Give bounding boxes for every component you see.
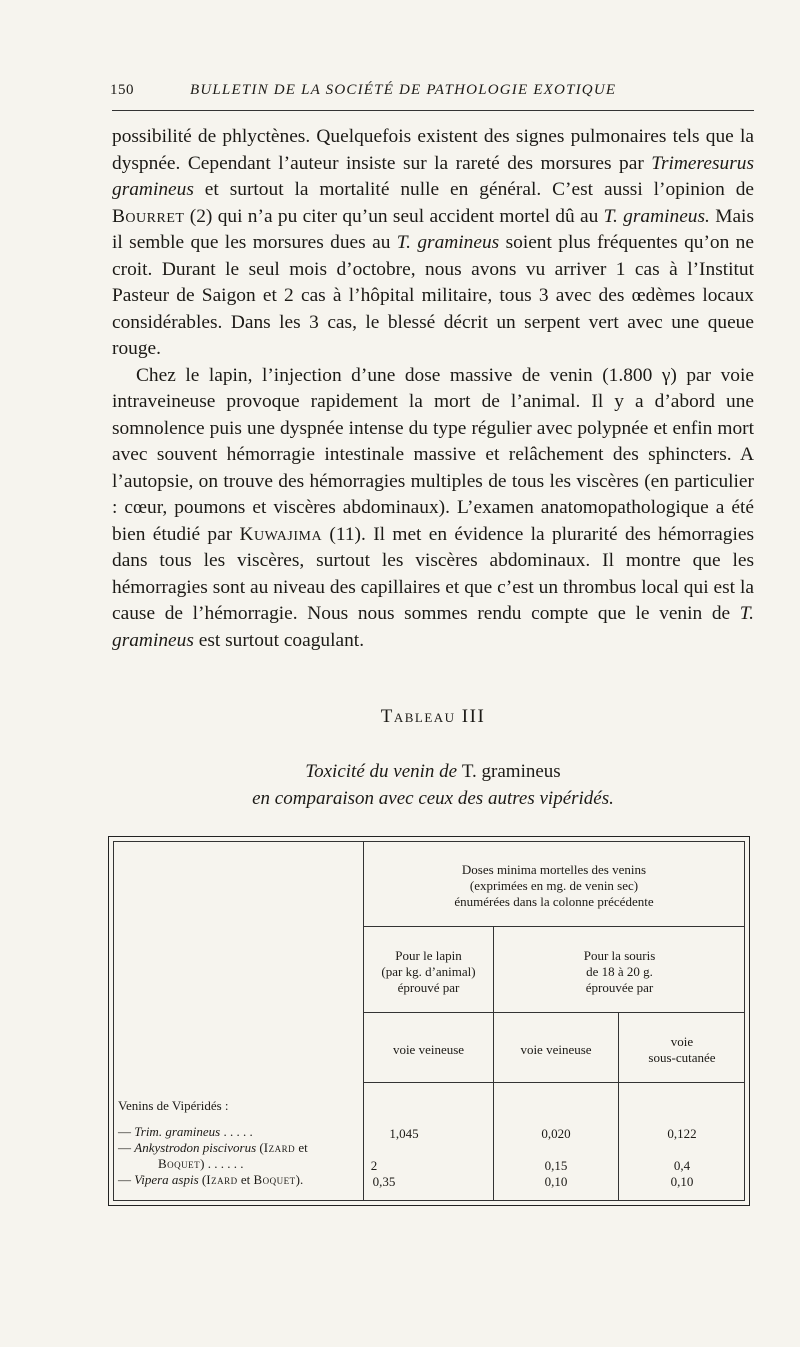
author-name: Bourret bbox=[112, 205, 185, 227]
value-cell: 2 bbox=[370, 1158, 378, 1173]
text-run: (11). Il met en évidence la plurarité des hémorragies dans tous les viscères, surtout les viscères abdominaux. Il montre que les hémorragies sont au niveau des capillaires et que c’est un thrombus local qui est la cause de l’hémorragie. Nous nous sommes rendu compte que le venin de bbox=[112, 523, 754, 624]
text-run: Chez le lapin, l’injection d’une dose massive de venin (1.800 γ) par voie intraveineuse provoque rapidement la mort de l’animal. Il y a d’abord une somnolence puis une dyspnée intense du type régulier avec polypnée et enfin mort avec souvent hémorragie intestinale massive et relâchement des sphincters. A l’autopsie, on trouve des hémorragies multiples de tous les viscères (en particulier : cœur, poumons et viscères abdominaux). L’examen anatomopathologique a été bien étudié par bbox=[112, 364, 754, 545]
header-line: énumérées dans la colonne précédente bbox=[454, 894, 654, 909]
value-cell: 0,122 bbox=[667, 1126, 697, 1141]
value-cell: 0,15 bbox=[544, 1158, 568, 1173]
data-table bbox=[108, 836, 750, 1206]
species-name: T. gramineus. bbox=[603, 205, 710, 227]
text-run: est surtout coagulant. bbox=[193, 629, 365, 651]
lapin-header bbox=[364, 948, 493, 996]
souris-header bbox=[494, 948, 745, 996]
table-title: Tableau III bbox=[380, 706, 486, 727]
row-label-trim-gramineus bbox=[118, 1124, 363, 1140]
value-cell: 0,4 bbox=[673, 1158, 691, 1173]
route-souris-sc bbox=[619, 1034, 745, 1066]
row-label-ankystrodon bbox=[118, 1140, 363, 1172]
text-run: Mais il semble que les morsures dues au bbox=[112, 205, 754, 253]
value-cell: 1,045 bbox=[389, 1126, 419, 1141]
author-name: Boquet bbox=[158, 1156, 201, 1171]
header-divider bbox=[493, 1012, 745, 1013]
value-cell: 0,10 bbox=[544, 1174, 568, 1189]
species-name: T. gramineus bbox=[112, 603, 754, 651]
author-name: Kuwajima bbox=[239, 523, 323, 545]
value-cell: 0,10 bbox=[670, 1174, 694, 1189]
paren: ) bbox=[200, 1156, 205, 1171]
paren: ( bbox=[198, 1172, 207, 1187]
paragraph-2 bbox=[112, 363, 754, 655]
doses-header bbox=[364, 862, 744, 910]
row-group-header: Venins de Vipéridés : bbox=[118, 1098, 229, 1113]
header-line: Doses minima mortelles des venins bbox=[461, 862, 647, 877]
header-divider bbox=[363, 1082, 745, 1083]
value-cell: 0,020 bbox=[541, 1126, 571, 1141]
header-line: de 18 à 20 g. bbox=[586, 964, 653, 979]
species-name: Trim. gramineus bbox=[134, 1124, 221, 1139]
header-divider bbox=[363, 926, 745, 927]
text-run: et surtout la mortalité nulle en général. C’est aussi l’opinion de bbox=[193, 179, 754, 200]
value-cell: 0,35 bbox=[372, 1174, 396, 1189]
row-label-vipera-aspis bbox=[118, 1172, 363, 1188]
author-name: Boquet bbox=[253, 1172, 296, 1187]
leader-dots: . . . . . bbox=[220, 1124, 253, 1139]
caption-line-1 bbox=[112, 758, 754, 785]
leader-dots: . . . . . . bbox=[204, 1156, 244, 1171]
author-name: Izard bbox=[206, 1172, 238, 1187]
header-line: sous-cutanée bbox=[648, 1050, 716, 1065]
route-souris-iv: voie veineuse bbox=[520, 1042, 592, 1057]
route-lapin-iv: voie veineuse bbox=[392, 1042, 465, 1057]
caption-species: T. gramineus bbox=[461, 761, 561, 782]
dash: — bbox=[118, 1140, 135, 1155]
header-line: éprouvée par bbox=[585, 980, 654, 995]
species-name: T. gramineus bbox=[396, 232, 500, 253]
header-rule bbox=[112, 110, 754, 111]
author-name: Izard bbox=[263, 1140, 296, 1155]
conjunction: et bbox=[295, 1140, 308, 1155]
page-number: 150 bbox=[110, 82, 134, 98]
species-name: Vipera aspis bbox=[134, 1172, 199, 1187]
text-run: soient plus fréquentes qu’on ne croit. Durant le seul mois d’octobre, nous avons vu arriver 1 cas à l’Institut Pasteur de Saigon et 2 cas à l’hôpital militaire, tous 3 avec des œdèmes locaux considérables. Dans les 3 cas, le blessé décrit un serpent vert avec une queue rouge. bbox=[112, 232, 754, 359]
header-line: (exprimées en mg. de venin sec) bbox=[469, 878, 639, 893]
header-line: Pour la souris bbox=[583, 948, 656, 963]
conjunction: et bbox=[237, 1172, 254, 1187]
text-run: possibilité de phlyctènes. Quelquefois existent des signes pulmonaires tels que la dyspnée. Cependant l’auteur insiste sur la rareté des morsures par bbox=[112, 126, 754, 174]
text-run: (2) qui n’a pu citer qu’un seul accident mortel dû au bbox=[184, 205, 604, 227]
species-name: Trimeresurus gramineus bbox=[112, 152, 754, 200]
header-line: éprouvé par bbox=[397, 980, 460, 995]
dash: — bbox=[118, 1124, 135, 1139]
paren: ). bbox=[295, 1172, 304, 1187]
dash: — bbox=[118, 1172, 135, 1187]
header-line: voie bbox=[670, 1034, 694, 1049]
table-caption bbox=[112, 758, 754, 812]
body-text bbox=[112, 124, 754, 654]
header-line: Pour le lapin bbox=[395, 948, 462, 963]
running-header bbox=[110, 80, 684, 106]
caption-line-2: en comparaison avec ceux des autres vipéridés. bbox=[252, 788, 614, 809]
header-divider bbox=[363, 1012, 493, 1013]
caption-text: Toxicité du venin de bbox=[305, 761, 462, 782]
running-title: BULLETIN DE LA SOCIÉTÉ DE PATHOLOGIE EXOTIQUE bbox=[190, 82, 617, 98]
species-name: Ankystrodon piscivorus bbox=[134, 1140, 257, 1155]
paragraph-1 bbox=[112, 124, 754, 363]
paren: ( bbox=[256, 1140, 264, 1155]
header-line: (par kg. d’animal) bbox=[381, 964, 476, 979]
